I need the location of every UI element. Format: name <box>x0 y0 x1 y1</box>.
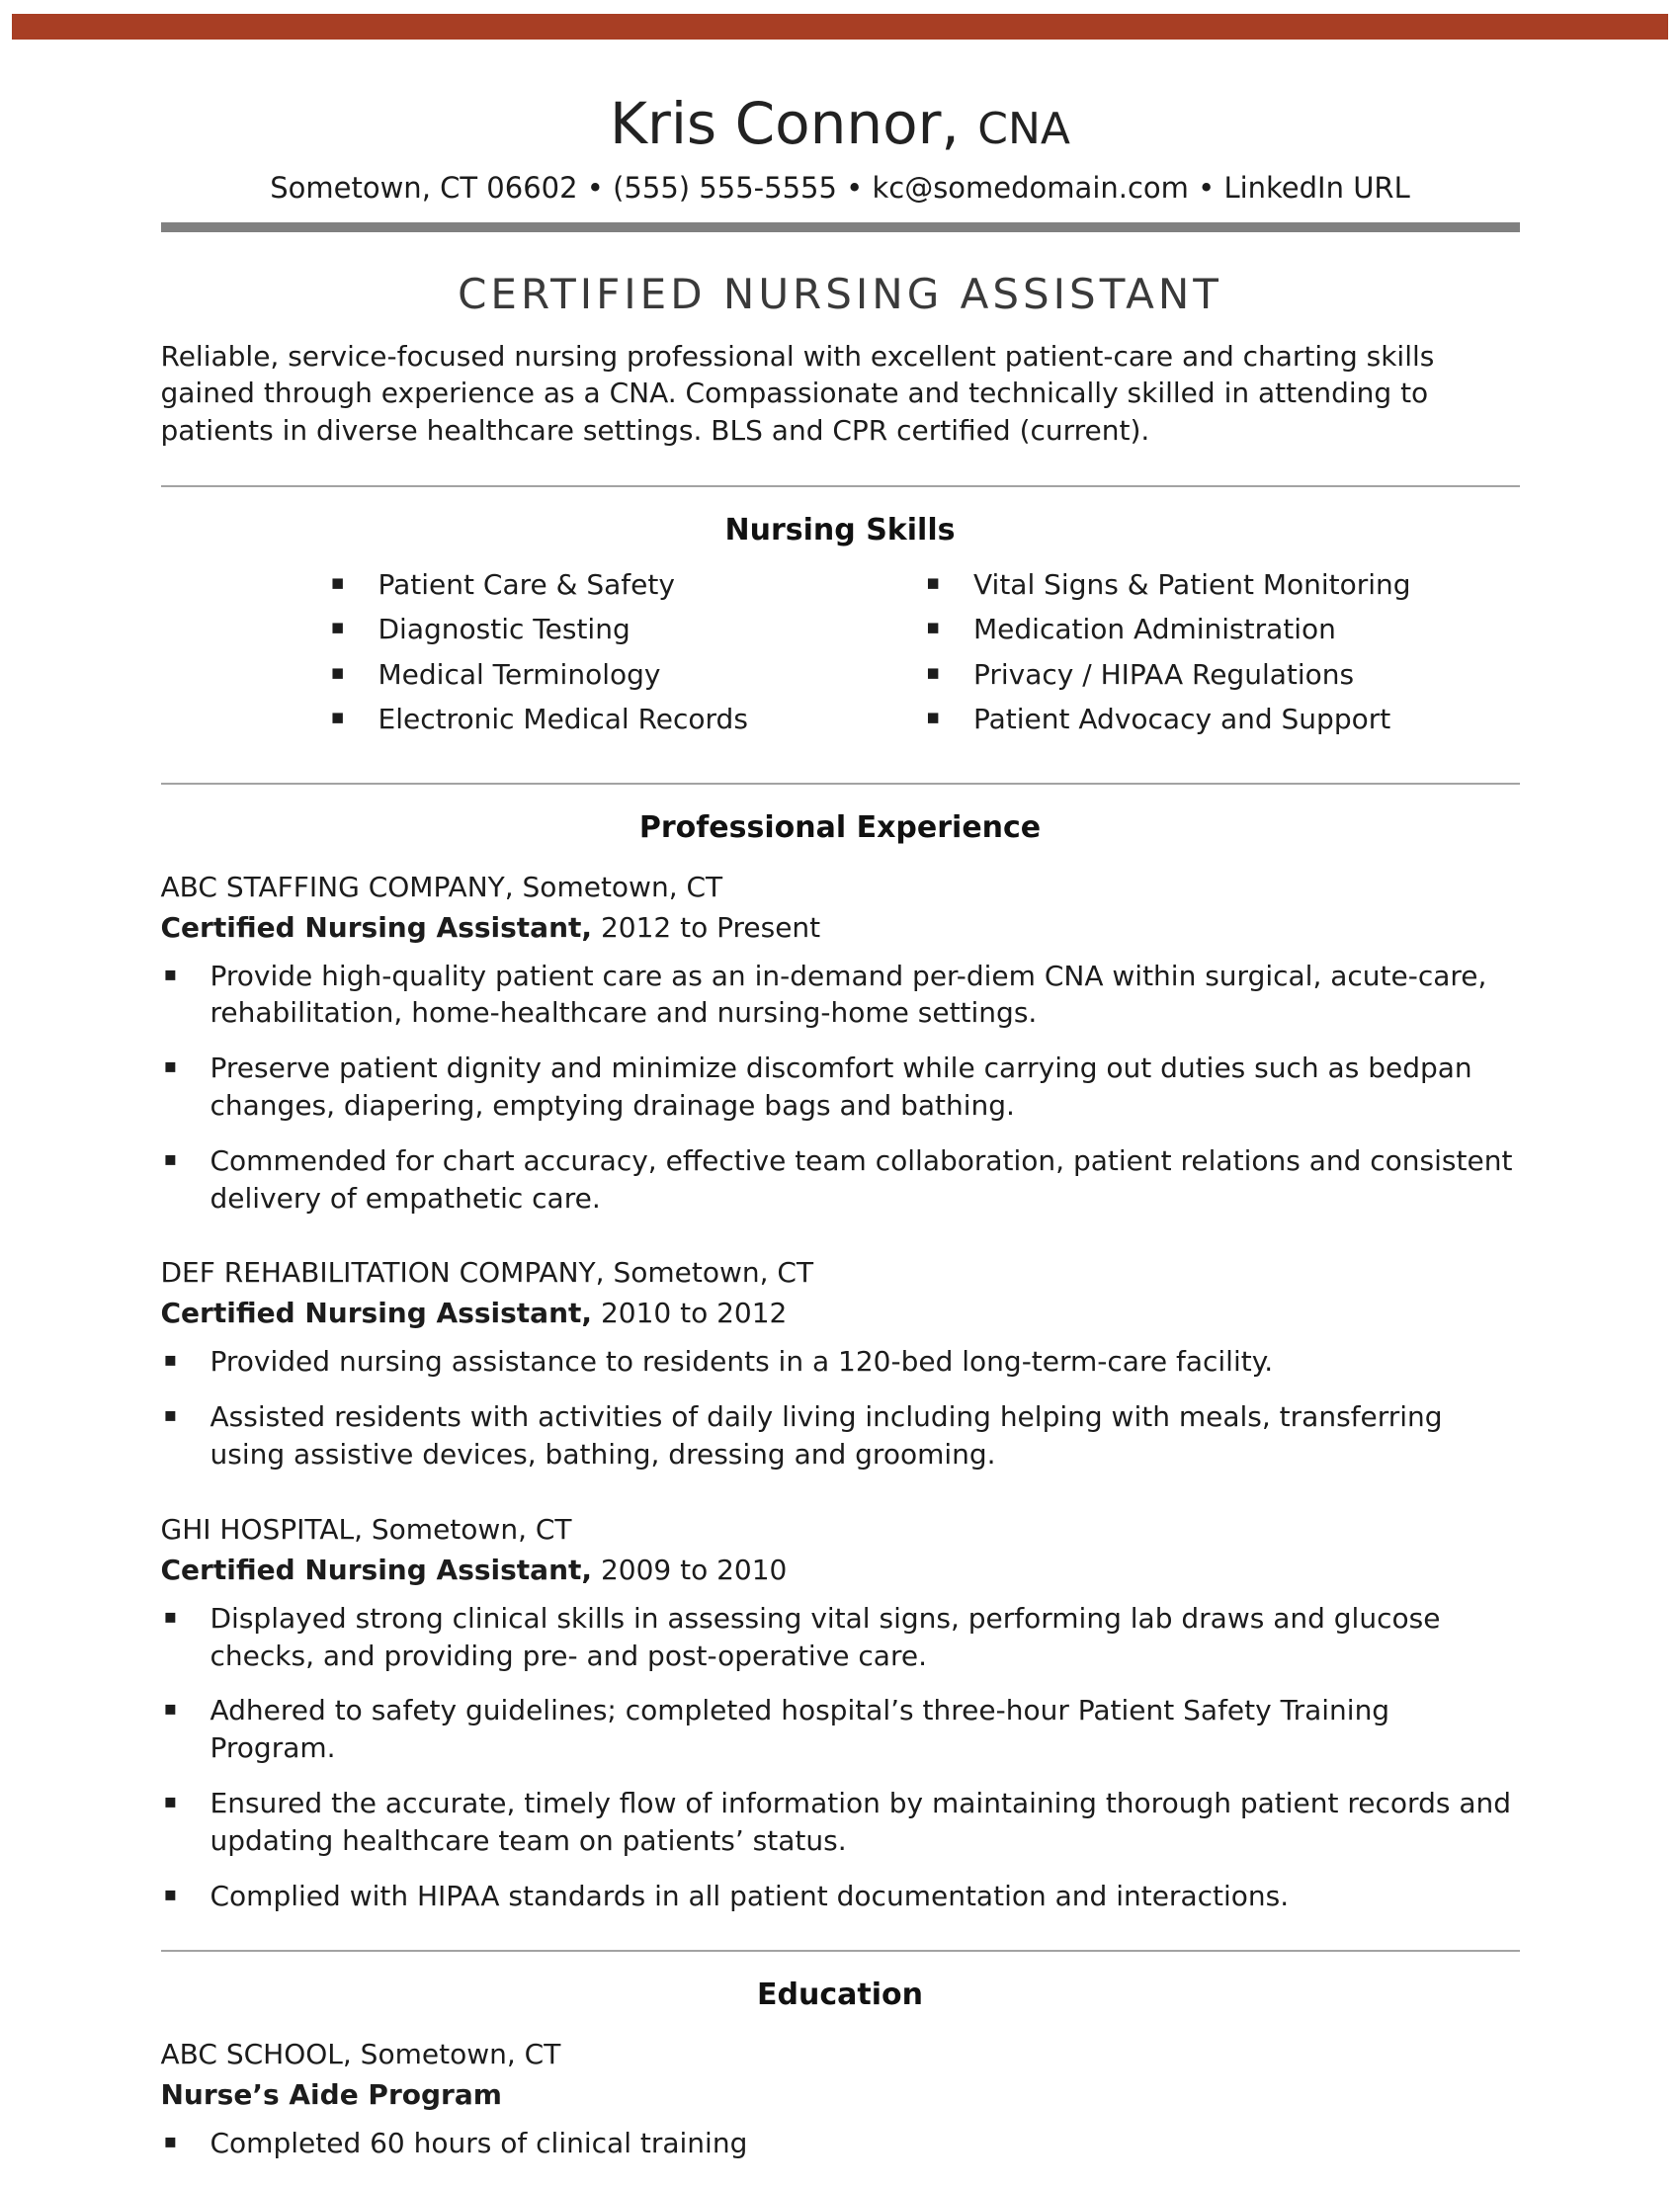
education-school: ABC SCHOOL, Sometown, CT <box>160 2038 561 2071</box>
job-bullet: ▪ Complied with HIPAA standards in all patient documentation and interactions. <box>161 1878 1520 1915</box>
job-company: GHI HOSPITAL, Sometown, CT <box>160 1512 572 1546</box>
job-bullet: ▪ Assisted residents with activities of daily living including helping with meals, transferring using assistive devices, bathing, dressing and grooming. <box>161 1398 1520 1473</box>
job-bullet: ▪ Ensured the accurate, timely flow of information by maintaining thorough patient records and updating healthcare team on patients’ status. <box>161 1785 1520 1860</box>
job-dates: 2012 to Present <box>600 910 821 944</box>
job-company: DEF REHABILITATION COMPANY, Sometown, CT <box>160 1256 814 1290</box>
job-bullet-list <box>161 958 1520 1218</box>
resume-page <box>161 91 1520 2162</box>
header-thick-rule <box>161 222 1520 232</box>
job-title: Certified Nursing Assistant, <box>160 1297 593 1330</box>
skill-item: ▪ Patient Advocacy and Support <box>924 702 1520 737</box>
job-dates: 2010 to 2012 <box>600 1297 788 1330</box>
resume-title: CERTIFIED NURSING ASSISTANT <box>458 269 1222 318</box>
job-dates: 2009 to 2010 <box>600 1553 788 1586</box>
job-title-line <box>161 911 1520 944</box>
skill-item: ▪ Medical Terminology <box>329 657 925 693</box>
skill-item: ▪ Patient Care & Safety <box>329 567 925 603</box>
skill-item: ▪ Electronic Medical Records <box>329 702 925 737</box>
job-title-line <box>161 1554 1520 1586</box>
job-bullet: ▪ Displayed strong clinical skills in assessing vital signs, performing lab draws and glucose checks, and providing pre- and post-operative care. <box>161 1600 1520 1675</box>
skills-section-divider <box>161 485 1520 487</box>
job-bullet-list <box>161 1600 1520 1915</box>
candidate-name <box>161 91 1520 157</box>
job-title-line <box>161 1297 1520 1329</box>
skill-item: ▪ Medication Administration <box>924 612 1520 647</box>
job-bullet: ▪ Provided nursing assistance to residents in a 120-bed long-term-care facility. <box>161 1343 1520 1381</box>
job-entry <box>161 1256 1520 1473</box>
job-entry <box>161 871 1520 1218</box>
skill-item: ▪ Diagnostic Testing <box>329 612 925 647</box>
job-bullet: ▪ Adhered to safety guidelines; completed hospital’s three-hour Patient Safety Training Program. <box>161 1692 1520 1767</box>
profile-summary: Reliable, service-focused nursing professional with excellent patient-care and charting skills gained through experience as a CNA. Compassionate and technically skilled in attending to patients in diverse healthcare settings. BLS and CPR certified (current). <box>160 339 1435 448</box>
education-section-divider <box>161 1950 1520 1952</box>
job-bullet-list <box>161 1343 1520 1473</box>
job-bullet: ▪ Preserve patient dignity and minimize discomfort while carrying out duties such as bedpan changes, diapering, emptying drainage bags and bathing. <box>161 1050 1520 1125</box>
education-bullet: ▪ Completed 60 hours of clinical training <box>161 2125 1520 2162</box>
skill-item: ▪ Vital Signs & Patient Monitoring <box>924 567 1520 603</box>
job-company: ABC STAFFING COMPANY, Sometown, CT <box>160 870 723 903</box>
job-bullet: ▪ Provide high-quality patient care as an in-demand per-diem CNA within surgical, acute-care, rehabilitation, home-healthcare and nursing-home settings. <box>161 958 1520 1033</box>
contact-line: Sometown, CT 06602 • (555) 555-5555 • kc@somedomain.com • LinkedIn URL <box>270 170 1410 205</box>
job-title: Certified Nursing Assistant, <box>160 1553 593 1586</box>
job-entry <box>161 1513 1520 1915</box>
experience-heading: Professional Experience <box>638 809 1042 845</box>
job-bullet: ▪ Commended for chart accuracy, effective team collaboration, patient relations and consistent delivery of empathetic care. <box>161 1142 1520 1218</box>
candidate-name-text: Kris Connor, <box>609 90 960 157</box>
education-bullet-list <box>161 2125 1520 2162</box>
skill-item: ▪ Privacy / HIPAA Regulations <box>924 657 1520 693</box>
skills-heading: Nursing Skills <box>724 513 956 548</box>
top-accent-bar <box>12 14 1668 40</box>
skills-right-column <box>924 567 1520 747</box>
experience-section-divider <box>161 783 1520 785</box>
skills-left-column <box>161 567 925 747</box>
candidate-credential: CNA <box>977 104 1071 154</box>
job-title: Certified Nursing Assistant, <box>160 910 593 944</box>
education-heading: Education <box>757 1978 923 2013</box>
education-program: Nurse’s Aide Program <box>160 2078 502 2112</box>
skills-columns <box>161 567 1520 747</box>
